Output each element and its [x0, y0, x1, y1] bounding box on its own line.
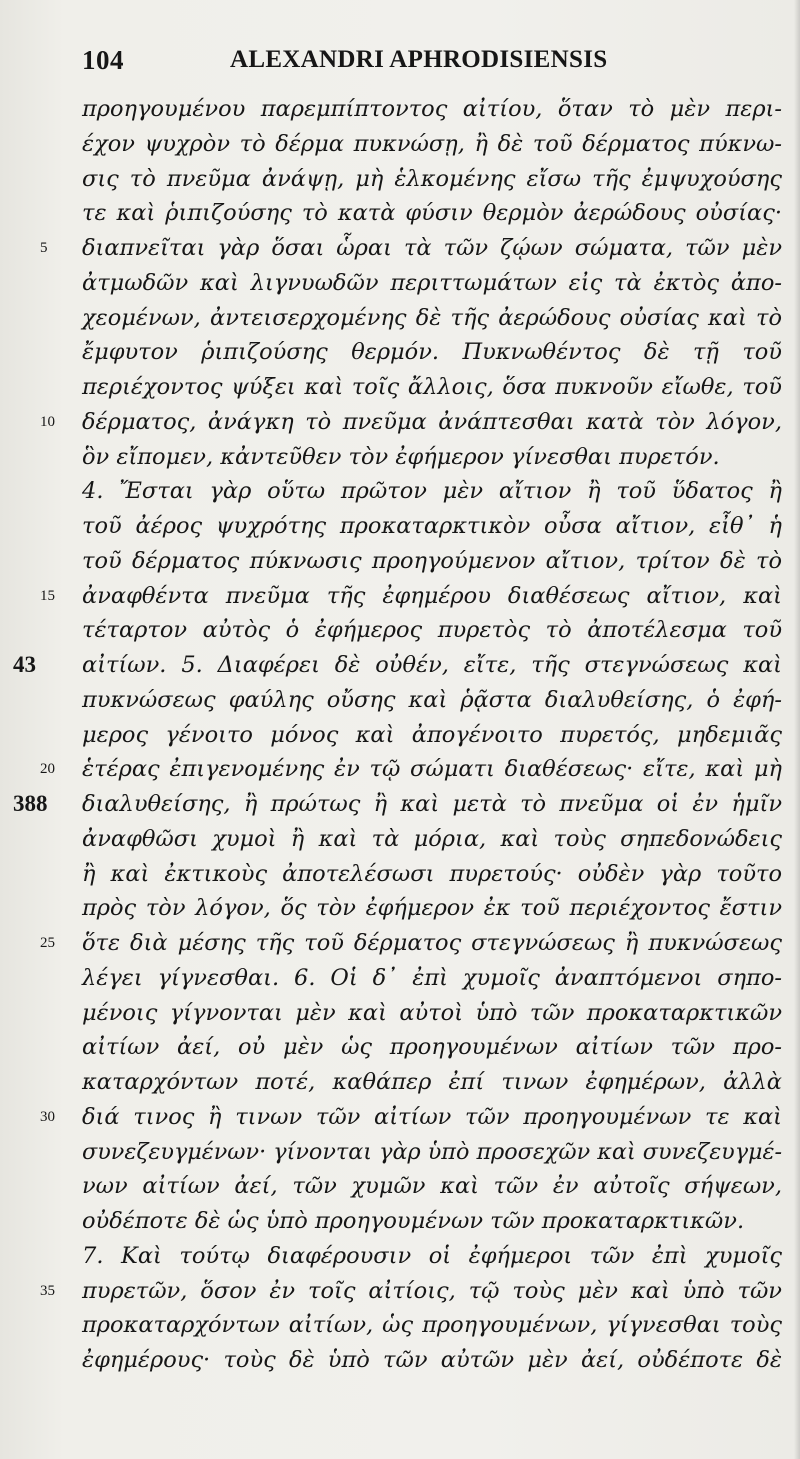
text-line [0, 1239, 800, 1274]
text-line [0, 1135, 800, 1170]
text-line [0, 1100, 800, 1135]
text-line [0, 996, 800, 1031]
line-text: ὅτε διὰ μέσης τῆς τοῦ δέρματος στεγνώσεως ἢ πυκνώσεως [82, 930, 782, 956]
line-number: 25 [40, 935, 55, 951]
running-title: ALEXANDRI APHRODISIENSIS [230, 46, 608, 73]
text-line [0, 474, 800, 509]
line-text: λέγει γίγνεσθαι. 6. Οἱ δ᾽ ἐπὶ χυμοῖς ἀναπτόμενοι σηπο- [82, 964, 782, 991]
line-text: καταρχόντων ποτέ, καθάπερ ἐπί τινων ἐφημέρων, ἀλλὰ [82, 1069, 782, 1095]
text-line [0, 1030, 800, 1065]
line-text: σις τὸ πνεῦμα ἀνάψῃ, μὴ ἑλκομένης εἴσω τῆς ἐμψυχούσης [82, 165, 782, 192]
line-text: πυκνώσεως φαύλης οὔσης καὶ ῥᾷστα διαλυθείσης, ὁ ἐφή- [82, 686, 782, 713]
line-text: δέρματος, ἀνάγκη τὸ πνεῦμα ἀνάπτεσθαι κατὰ τὸν λόγον, [82, 408, 782, 435]
greek-text-block [0, 92, 800, 1378]
line-text: περιέχοντος ψύξει καὶ τοῖς ἄλλοις, ὅσα πυκνοῦν εἴωθε, τοῦ [82, 374, 782, 400]
margin-reference: 43 [13, 652, 36, 677]
text-line [0, 1308, 800, 1343]
line-number: 35 [40, 1282, 55, 1299]
text-line [0, 857, 800, 892]
line-text: μένοις γίγνονται μὲν καὶ αὐτοὶ ὑπὸ τῶν προκαταρκτικῶν [82, 999, 782, 1026]
line-text: ἔμφυτον ῥιπιζούσης θερμόν. Πυκνωθέντος δὲ τῇ τοῦ [82, 339, 782, 366]
line-text: τέταρτον αὐτὸς ὁ ἐφήμερος πυρετὸς τὸ ἀποτέλεσμα τοῦ [82, 617, 782, 644]
text-line [0, 579, 800, 614]
line-text: οὐδέποτε δὲ ὡς ὑπὸ προηγουμένων τῶν προκαταρκτικῶν. [82, 1208, 745, 1234]
line-text: πυρετῶν, ὅσον ἐν τοῖς αἰτίοις, τῷ τοὺς μὲν καὶ ὑπὸ τῶν [82, 1277, 782, 1304]
line-text: προηγουμένου παρεμπίπτοντος αἰτίου, ὅταν τὸ μὲν περι- [82, 96, 782, 122]
line-number: 10 [40, 413, 55, 430]
line-text: τοῦ ἀέρος ψυχρότης προκαταρκτικὸν οὖσα αἴτιον, εἶθ᾽ ἡ [82, 513, 782, 539]
line-text: 7. Καὶ τούτῳ διαφέρουσιν οἱ ἐφήμεροι τῶν ἐπὶ χυμοῖς [82, 1242, 782, 1269]
margin-reference: 388 [13, 791, 48, 816]
line-text: διά τινος ἢ τινων τῶν αἰτίων τῶν προηγουμένων τε καὶ [82, 1103, 782, 1130]
text-line [0, 440, 800, 475]
text-line [0, 370, 800, 405]
text-line [0, 718, 800, 753]
text-line [0, 335, 800, 370]
text-line [0, 544, 800, 579]
text-line [0, 926, 800, 961]
text-line [0, 648, 800, 683]
line-text: τοῦ δέρματος πύκνωσις προηγούμενον αἴτιον, τρίτον δὲ τὸ [82, 547, 782, 574]
line-text: 4. Ἔσται γὰρ οὕτω πρῶτον μὲν αἴτιον ἢ τοῦ ὕδατος ἢ [82, 478, 782, 505]
line-number: 30 [40, 1108, 55, 1125]
text-line [0, 127, 800, 162]
line-text: ὃν εἴπομεν, κἀντεῦθεν τὸν ἐφήμερον γίνεσθαι πυρετόν. [82, 443, 720, 470]
line-text: ἀναφθῶσι χυμοὶ ἢ καὶ τὰ μόρια, καὶ τοὺς σηπεδονώδεις [82, 825, 782, 852]
text-line [0, 1343, 800, 1378]
text-line [0, 1169, 800, 1204]
text-line [0, 92, 800, 127]
text-line [0, 613, 800, 648]
text-line [0, 162, 800, 197]
text-line [0, 1204, 800, 1239]
text-line [0, 822, 800, 857]
line-text: διαπνεῖται γὰρ ὅσαι ὧραι τὰ τῶν ζῴων σώματα, τῶν μὲν [82, 235, 782, 261]
line-text: ἢ καὶ ἐκτικοὺς ἀποτελέσωσι πυρετούς· οὐδὲν γὰρ τοῦτο [82, 860, 782, 887]
text-line [0, 196, 800, 231]
line-text: συνεζευγμένων· γίνονται γὰρ ὑπὸ προσεχῶν καὶ συνεζευγμέ- [82, 1138, 783, 1165]
line-text: νων αἰτίων ἀεί, τῶν χυμῶν καὶ τῶν ἐν αὐτοῖς σήψεων, [82, 1173, 782, 1200]
text-line [0, 301, 800, 336]
line-text: ἑτέρας ἐπιγενομένης ἐν τῷ σώματι διαθέσεως· εἴτε, καὶ μὴ [82, 756, 782, 783]
text-line [0, 509, 800, 544]
line-text: προκαταρχόντων αἰτίων, ὡς προηγουμένων, γίγνεσθαι τοὺς [82, 1312, 782, 1339]
line-text: αἰτίων. 5. Διαφέρει δὲ οὐθέν, εἴτε, τῆς στεγνώσεως καὶ [82, 652, 782, 678]
text-line [0, 1274, 800, 1309]
line-text: αἰτίων ἀεί, οὐ μὲν ὡς προηγουμένων αἰτίων τῶν προ- [82, 1034, 782, 1061]
line-number: 15 [40, 587, 55, 604]
line-number: 20 [40, 761, 55, 778]
text-line [0, 752, 800, 787]
line-number: 5 [40, 240, 48, 256]
text-line [0, 683, 800, 718]
page-header [0, 42, 800, 82]
line-text: τε καὶ ῥιπιζούσης τὸ κατὰ φύσιν θερμὸν ἀερώδους οὐσίας· [82, 200, 782, 227]
text-line [0, 266, 800, 301]
line-text: διαλυθείσης, ἢ πρώτως ἢ καὶ μετὰ τὸ πνεῦμα οἱ ἐν ἡμῖν [82, 791, 782, 817]
text-line [0, 961, 800, 996]
page-number: 104 [82, 45, 124, 75]
line-text: έχον ψυχρὸν τὸ δέρμα πυκνώσῃ, ἢ δὲ τοῦ δέρματος πύκνω- [82, 130, 782, 157]
text-line [0, 231, 800, 266]
text-line [0, 787, 800, 822]
line-text: ἀτμωδῶν καὶ λιγνυωδῶν περιττωμάτων εἰς τὰ ἐκτὸς ἀπο- [82, 269, 782, 296]
line-text: μερος γένοιτο μόνος καὶ ἀπογένοιτο πυρετός, μηδεμιᾶς [82, 721, 782, 748]
line-text: ἐφημέρους· τοὺς δὲ ὑπὸ τῶν αὐτῶν μὲν ἀεί, οὐδέποτε δὲ [82, 1347, 782, 1373]
text-line [0, 1065, 800, 1100]
line-text: ἀναφθέντα πνεῦμα τῆς ἐφημέρου διαθέσεως αἴτιον, καὶ [82, 582, 782, 609]
text-line [0, 405, 800, 440]
line-text: πρὸς τὸν λόγον, ὅς τὸν ἐφήμερον ἐκ τοῦ περιέχοντος ἔστιν [82, 895, 782, 922]
text-line [0, 891, 800, 926]
line-text: χεομένων, ἀντεισερχομένης δὲ τῆς ἀερώδους οὐσίας καὶ τὸ [82, 304, 782, 331]
